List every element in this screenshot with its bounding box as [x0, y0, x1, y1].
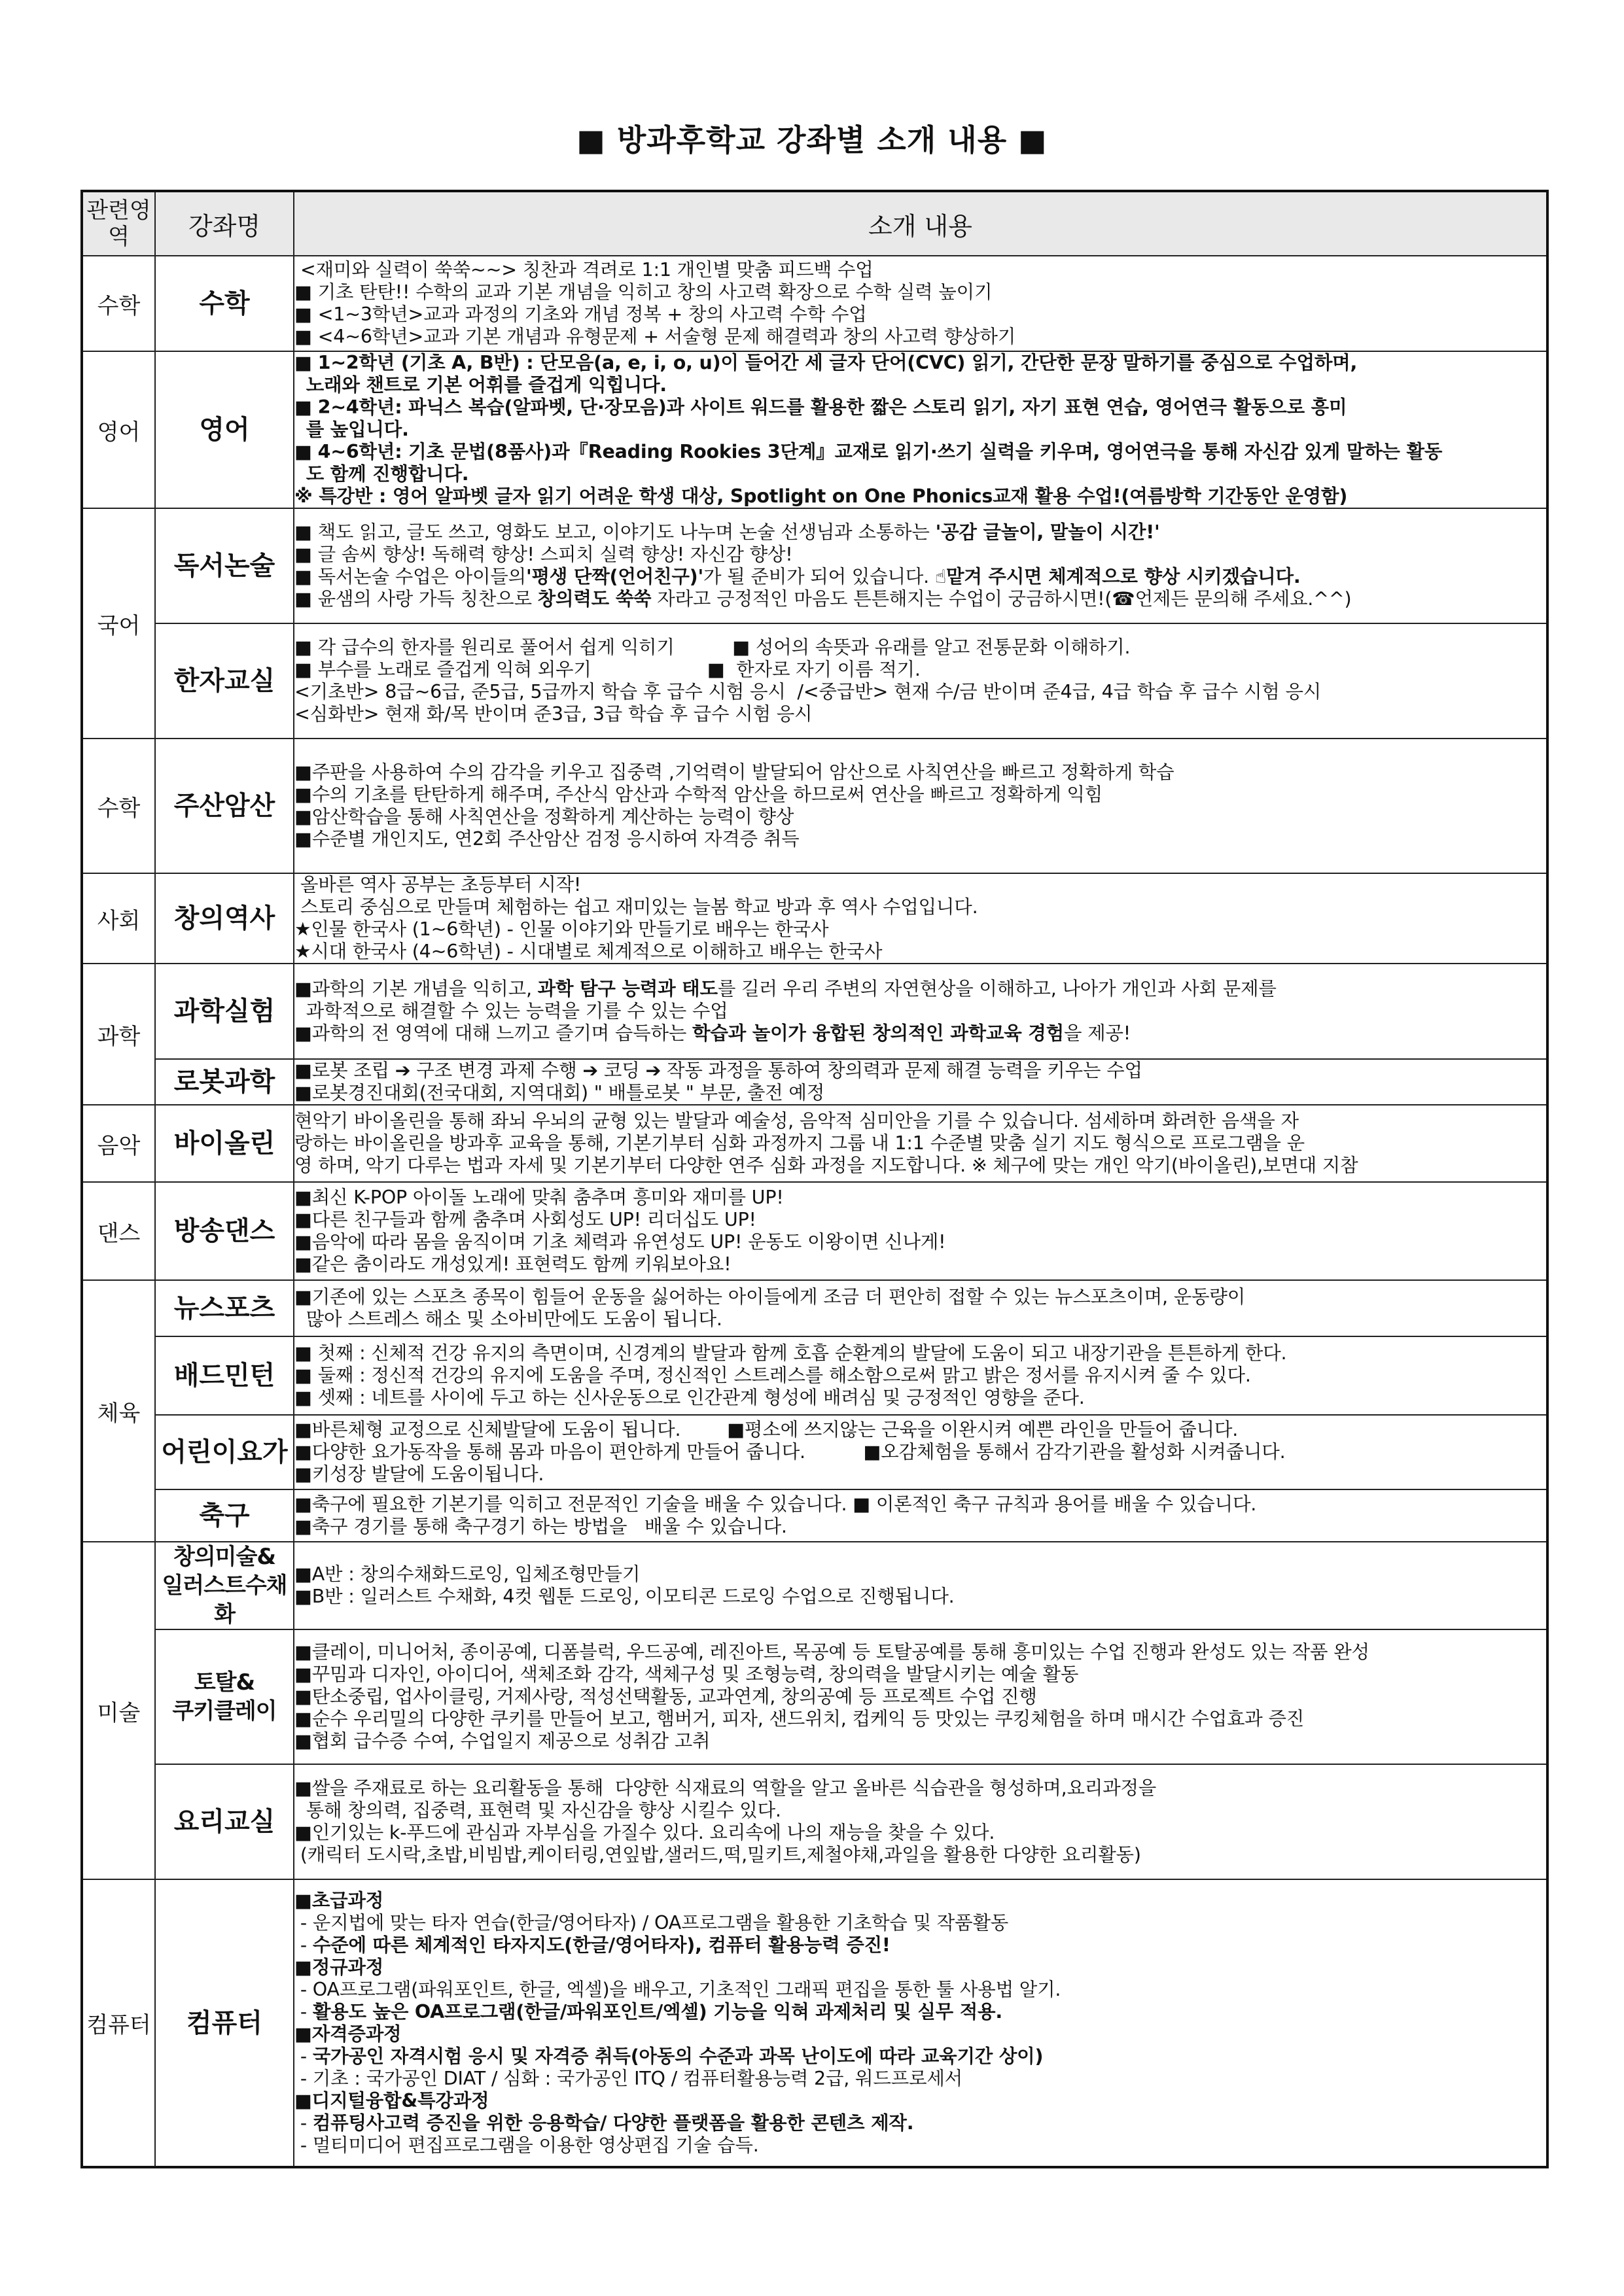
area-cell: 과학 — [82, 964, 155, 1105]
desc-line: - 멀티미디어 편집프로그램을 이용한 영상편집 기술 습득. — [294, 2134, 759, 2156]
desc-line: ■수의 기초를 탄탄하게 해주며, 주산식 암산과 수학적 암산을 하므로써 연산을 빠르고 정확하게 익힘 — [294, 784, 1103, 805]
course-name: 토탈& 쿠키클레이 — [155, 1629, 294, 1764]
desc-line: ■ 부수를 노래로 즐겁게 익혀 외우기 ■ 한자로 자기 이름 적기. — [294, 659, 921, 680]
desc-line: 과학적으로 해결할 수 있는 능력을 기를 수 있는 수업 — [294, 1000, 728, 1022]
table-row — [82, 351, 1547, 508]
area-cell: 컴퓨터 — [82, 1879, 155, 2167]
desc-line: ■축구에 필요한 기본기를 익히고 전문적인 기술을 배울 수 있습니다. ■ 이론적인 축구 규칙과 용어를 배울 수 있습니다. — [294, 1493, 1257, 1515]
desc-line: ■다양한 요가동작을 통해 몸과 마음이 편안하게 만들어 줍니다. ■오감체험을 통해서 감각기관을 활성화 시켜줍니다. — [294, 1441, 1286, 1463]
desc-line: ■꾸밈과 디자인, 아이디어, 색체조화 감각, 색체구성 및 조형능력, 창의력을 발달시키는 예술 활동 — [294, 1663, 1079, 1685]
area-cell: 체육 — [82, 1280, 155, 1542]
desc-line: ■순수 우리밀의 다양한 쿠키를 만들어 보고, 햄버거, 피자, 샌드위치, 컵케익 등 맛있는 쿠킹체험을 하며 매시간 수업효과 증진 — [294, 1708, 1305, 1730]
desc-line: ■기존에 있는 스포츠 종목이 힘들어 운동을 싫어하는 아이들에게 조금 더 편안히 접할 수 있는 뉴스포츠이며, 운동량이 — [294, 1286, 1246, 1308]
course-description — [294, 1764, 1547, 1879]
course-name: 방송댄스 — [155, 1182, 294, 1280]
page-title: ■ 방과후학교 강좌별 소개 내용 ■ — [576, 122, 1048, 158]
header-area: 관련영역 — [82, 191, 155, 256]
course-description — [294, 1280, 1547, 1336]
desc-line: 현악기 바이올린을 통해 좌뇌 우뇌의 균형 있는 발달과 예술성, 음악적 심미안을 기를 수 있습니다. 섬세하며 화려한 음색을 자 — [294, 1110, 1299, 1132]
desc-line: ★시대 한국사 (4~6학년) - 시대별로 체계적으로 이해하고 배우는 한국사 — [294, 941, 883, 962]
table-header-row — [82, 191, 1547, 256]
desc-line: - OA프로그램(파워포인트, 한글, 엑셀)을 배우고, 기초적인 그래픽 편집을 통한 툴 사용법 알기. — [294, 1978, 1061, 2000]
course-name: 축구 — [155, 1489, 294, 1542]
desc-line: ■다른 친구들과 함께 춤추며 사회성도 UP! 리더십도 UP! — [294, 1209, 756, 1230]
desc-line: - 수준에 따른 체계적인 타자지도(한글/영어타자), 컴퓨터 활용능력 증진! — [294, 1934, 891, 1956]
desc-line: ■과학의 전 영역에 대해 느끼고 즐기며 습득하는 학습과 놀이가 융합된 창의적인 과학교육 경험을 제공! — [294, 1022, 1131, 1044]
desc-line: ■ 2~4학년: 파닉스 복습(알파벳, 단·장모음)과 사이트 워드를 활용한 짧은 스토리 읽기, 자기 표현 연습, 영어연극 활동으로 흥미 — [294, 396, 1347, 418]
table-row — [82, 1182, 1547, 1280]
desc-line: 영 하며, 악기 다루는 법과 자세 및 기본기부터 다양한 연주 심화 과정을 지도합니다. ※ 체구에 맞는 개인 악기(바이올린),보면대 지참 — [294, 1155, 1358, 1176]
desc-line: 랑하는 바이올린을 방과후 교육을 통해, 기본기부터 심화 과정까지 그룹 내 1:1 수준별 맞춤 실기 지도 형식으로 프로그램을 운 — [294, 1132, 1305, 1154]
desc-line: - 국가공인 자격시험 응시 및 자격증 취득(아동의 수준과 과목 난이도에 따라 교육기간 상이) — [294, 2045, 1044, 2067]
course-name: 과학실험 — [155, 964, 294, 1059]
desc-line: ■바른체형 교정으로 신체발달에 도움이 됩니다. ■평소에 쓰지않는 근육을 이완시켜 예쁜 라인을 만들어 줍니다. — [294, 1419, 1239, 1440]
desc-line: ■ 독서논술 수업은 아이들의'평생 단짝(언어친구)'가 될 준비가 되어 있습니다. ☝맡겨 주시면 체계적으로 향상 시키겠습니다. — [294, 566, 1301, 587]
desc-line: - 컴퓨팅사고력 증진을 위한 응용학습/ 다양한 플랫폼을 활용한 콘텐츠 제작. — [294, 2112, 914, 2134]
desc-line: ■키성장 발달에 도움이됩니다. — [294, 1463, 544, 1485]
table-row — [82, 508, 1547, 623]
course-description — [294, 1629, 1547, 1764]
desc-line: ■ 첫째 : 신체적 건강 유지의 측면이며, 신경계의 발달과 함께 호흡 순환계의 발달에 도움이 되고 내장기관을 튼튼하게 한다. — [294, 1342, 1287, 1364]
area-cell: 수학 — [82, 739, 155, 873]
desc-line: ■로봇 조립 ➔ 구조 변경 과제 수행 ➔ 코딩 ➔ 작동 과정을 통하여 창의력과 문제 해결 능력을 키우는 수업 — [294, 1060, 1142, 1081]
course-name: 컴퓨터 — [155, 1879, 294, 2167]
course-description — [294, 1182, 1547, 1280]
course-name: 수학 — [155, 256, 294, 351]
table-row — [82, 1280, 1547, 1336]
course-description — [294, 739, 1547, 873]
desc-line: ■ 각 급수의 한자를 원리로 풀어서 쉽게 익히기 ■ 성어의 속뜻과 유래를 알고 전통문화 이해하기. — [294, 636, 1131, 658]
header-desc: 소개 내용 — [294, 191, 1547, 256]
table-row — [82, 1105, 1547, 1182]
desc-line: 스토리 중심으로 만들며 체험하는 쉽고 재미있는 늘봄 학교 방과 후 역사 수업입니다. — [294, 896, 978, 918]
table-row — [82, 1764, 1547, 1879]
desc-line: ■B반 : 일러스트 수채화, 4컷 웹툰 드로잉, 이모티콘 드로잉 수업으로 진행됩니다. — [294, 1586, 955, 1607]
table-row — [82, 1629, 1547, 1764]
desc-line: ■암산학습을 통해 사칙연산을 정확하게 계산하는 능력이 향상 — [294, 806, 794, 827]
course-name: 요리교실 — [155, 1764, 294, 1879]
course-description — [294, 873, 1547, 964]
desc-line: - 운지법에 맞는 타자 연습(한글/영어타자) / OA프로그램을 활용한 기초학습 및 작품활동 — [294, 1911, 1009, 1934]
desc-line: ■과학의 기본 개념을 익히고, 과학 탐구 능력과 태도를 길러 우리 주변의 자연현상을 이해하고, 나아가 개인과 사회 문제를 — [294, 978, 1277, 1000]
desc-line: ■ 둘째 : 정신적 건강의 유지에 도움을 주며, 정신적인 스트레스를 해소함으로써 맑고 밝은 정서를 유지시켜 줄 수 있다. — [294, 1365, 1251, 1386]
area-cell: 음악 — [82, 1105, 155, 1182]
course-name: 창의역사 — [155, 873, 294, 964]
course-description — [294, 1879, 1547, 2167]
desc-line: - 기초 : 국가공인 DIAT / 심화 : 국가공인 ITQ / 컴퓨터활용능력 2급, 워드프로세서 — [294, 2067, 963, 2089]
course-name: 바이올린 — [155, 1105, 294, 1182]
table-row — [82, 1879, 1547, 2167]
table-row — [82, 1415, 1547, 1489]
table-row — [82, 873, 1547, 964]
desc-line: 를 높입니다. — [306, 419, 409, 440]
desc-line: ■쌀을 주재료로 하는 요리활동을 통해 다양한 식재료의 역할을 알고 올바른 식습관을 형성하며,요리과정을 — [294, 1777, 1157, 1799]
desc-line: ■디지털융합&특강과정 — [294, 2089, 489, 2112]
desc-line: ■클레이, 미니어처, 종이공예, 디폼블럭, 우드공예, 레진아트, 목공예 등 토탈공예를 통해 흥미있는 수업 진행과 완성도 있는 작품 완성 — [294, 1641, 1369, 1663]
desc-line: ■ 책도 읽고, 글도 쓰고, 영화도 보고, 이야기도 나누며 논술 선생님과 소통하는 '공감 글놀이, 말놀이 시간!' — [294, 521, 1160, 543]
desc-line: ■초급과정 — [294, 1889, 384, 1911]
desc-line: ■탄소중립, 업사이클링, 거제사랑, 적성선택활동, 교과연계, 창의공예 등 프로젝트 수업 진행 — [294, 1686, 1037, 1707]
course-description — [294, 1542, 1547, 1629]
course-name: 창의미술& 일러스트수채화 — [155, 1542, 294, 1629]
desc-line: ■ <1~3학년>교과 과정의 기초와 개념 정복 + 창의 사고력 수학 수업 — [294, 304, 867, 325]
table-row — [82, 256, 1547, 351]
desc-line: 많아 스트레스 해소 및 소아비만에도 도움이 됩니다. — [294, 1308, 722, 1330]
desc-line: ■정규과정 — [294, 1956, 384, 1978]
course-name: 어린이요가 — [155, 1415, 294, 1489]
desc-line: ■ 셋째 : 네트를 사이에 두고 하는 신사운동으로 인간관계 형성에 배려심 및 긍정적인 영향을 준다. — [294, 1387, 1085, 1408]
area-cell: 댄스 — [82, 1182, 155, 1280]
desc-line: - 활용도 높은 OA프로그램(한글/파워포인트/엑셀) 기능을 익혀 과제처리 및 실무 적용. — [294, 2000, 1002, 2023]
course-name: 배드민턴 — [155, 1336, 294, 1415]
desc-line: 통해 창의력, 집중력, 표현력 및 자신감을 향상 시킬수 있다. — [294, 1800, 781, 1821]
desc-line: <심화반> 현재 화/목 반이며 준3급, 3급 학습 후 급수 시험 응시 — [294, 703, 813, 725]
course-description — [294, 623, 1547, 739]
course-name: 독서논술 — [155, 508, 294, 623]
area-cell: 국어 — [82, 508, 155, 739]
desc-line: ■주판을 사용하여 수의 감각을 키우고 집중력 ,기억력이 발달되어 암산으로 사칙연산을 빠르고 정확하게 학습 — [294, 761, 1174, 783]
desc-line: ■같은 춤이라도 개성있게! 표현력도 함께 키워보아요! — [294, 1253, 732, 1275]
desc-line: 노래와 챈트로 기본 어휘를 즐겁게 익힙니다. — [306, 374, 667, 396]
course-name: 주산암산 — [155, 739, 294, 873]
course-description — [294, 1336, 1547, 1415]
course-name: 뉴스포츠 — [155, 1280, 294, 1336]
course-table — [80, 190, 1549, 2168]
course-description — [294, 351, 1547, 508]
desc-line: ■ 1~2학년 (기초 A, B반) : 단모음(a, e, i, o, u)이 들어간 세 글자 단어(CVC) 읽기, 간단한 문장 말하기를 중심으로 수업하며, — [294, 352, 1358, 374]
area-cell: 미술 — [82, 1542, 155, 1879]
desc-line: ■음악에 따라 몸을 움직이며 기초 체력과 유연성도 UP! 운동도 이왕이면 신나게! — [294, 1231, 946, 1253]
table-row — [82, 964, 1547, 1059]
course-name: 로봇과학 — [155, 1059, 294, 1105]
desc-line: ■ <4~6학년>교과 기본 개념과 유형문제 + 서술형 문제 해결력과 창의 사고력 향상하기 — [294, 326, 1016, 347]
desc-line: ■ 기초 탄탄!! 수학의 교과 기본 개념을 익히고 창의 사고력 확장으로 수학 실력 높이기 — [294, 281, 993, 303]
desc-line: 도 함께 진행합니다. — [306, 463, 469, 485]
desc-line: ■ 글 솜씨 향상! 독해력 향상! 스피치 실력 향상! 자신감 향상! — [294, 544, 793, 565]
table-row — [82, 1336, 1547, 1415]
course-description — [294, 1059, 1547, 1105]
course-description — [294, 1415, 1547, 1489]
desc-line: ■ 4~6학년: 기초 문법(8품사)과『Reading Rookies 3단계』교재로 읽기·쓰기 실력을 키우며, 영어연극을 통해 자신감 있게 말하는 활동 — [294, 441, 1443, 462]
course-description — [294, 1105, 1547, 1182]
course-description — [294, 1489, 1547, 1542]
desc-line: ★인물 한국사 (1~6학년) - 인물 이야기와 만들기로 배우는 한국사 — [294, 918, 829, 940]
desc-line: <재미와 실력이 쑥쑥~~> 칭찬과 격려로 1:1 개인별 맞춤 피드백 수업 — [294, 259, 874, 281]
desc-line: ■로봇경진대회(전국대회, 지역대회) " 배틀로봇 " 부문, 출전 예정 — [294, 1082, 825, 1104]
table-row — [82, 623, 1547, 739]
desc-line: ■최신 K-POP 아이돌 노래에 맞춰 춤추며 흥미와 재미를 UP! — [294, 1187, 784, 1208]
desc-line: ■인기있는 k-푸드에 관심과 자부심을 가질수 있다. 요리속에 나의 재능을 찾을 수 있다. — [294, 1822, 995, 1843]
desc-line: ■자격증과정 — [294, 2023, 402, 2045]
desc-line: ※ 특강반 : 영어 알파벳 글자 읽기 어려운 학생 대상, Spotlight on One Phonics교재 활용 수업!(여름방학 기간동안 운영함) — [294, 485, 1348, 507]
desc-line: ■축구 경기를 통해 축구경기 하는 방법을 배울 수 있습니다. — [294, 1516, 787, 1537]
table-row — [82, 1542, 1547, 1629]
table-row — [82, 739, 1547, 873]
course-name: 한자교실 — [155, 623, 294, 739]
area-cell: 수학 — [82, 256, 155, 351]
area-cell: 사회 — [82, 873, 155, 964]
desc-line: ■ 윤샘의 사랑 가득 칭찬으로 창의력도 쑥쑥 자라고 긍정적인 마음도 튼튼해지는 수업이 궁금하시면!(☎언제든 문의해 주세요.^^) — [294, 588, 1352, 610]
desc-line: (캐릭터 도시락,초밥,비빔밥,케이터링,연잎밥,샐러드,떡,밀키트,제철야채,과일을 활용한 다양한 요리활동) — [294, 1844, 1141, 1866]
header-course: 강좌명 — [155, 191, 294, 256]
desc-line: ■수준별 개인지도, 연2회 주산암산 검정 응시하여 자격증 취득 — [294, 828, 800, 850]
table-row — [82, 1059, 1547, 1105]
desc-line: ■A반 : 창의수채화드로잉, 입체조형만들기 — [294, 1563, 641, 1585]
course-description — [294, 256, 1547, 351]
area-cell: 영어 — [82, 351, 155, 508]
desc-line: <기초반> 8급~6급, 준5급, 5급까지 학습 후 급수 시험 응시 /<중급반> 현재 수/금 반이며 준4급, 4급 학습 후 급수 시험 응시 — [294, 681, 1322, 703]
desc-line: 올바른 역사 공부는 초등부터 시작! — [294, 874, 582, 896]
course-description — [294, 508, 1547, 623]
desc-line: ■협회 급수증 수여, 수업일지 제공으로 성취감 고취 — [294, 1730, 711, 1752]
table-row — [82, 1489, 1547, 1542]
course-name: 영어 — [155, 351, 294, 508]
course-description — [294, 964, 1547, 1059]
